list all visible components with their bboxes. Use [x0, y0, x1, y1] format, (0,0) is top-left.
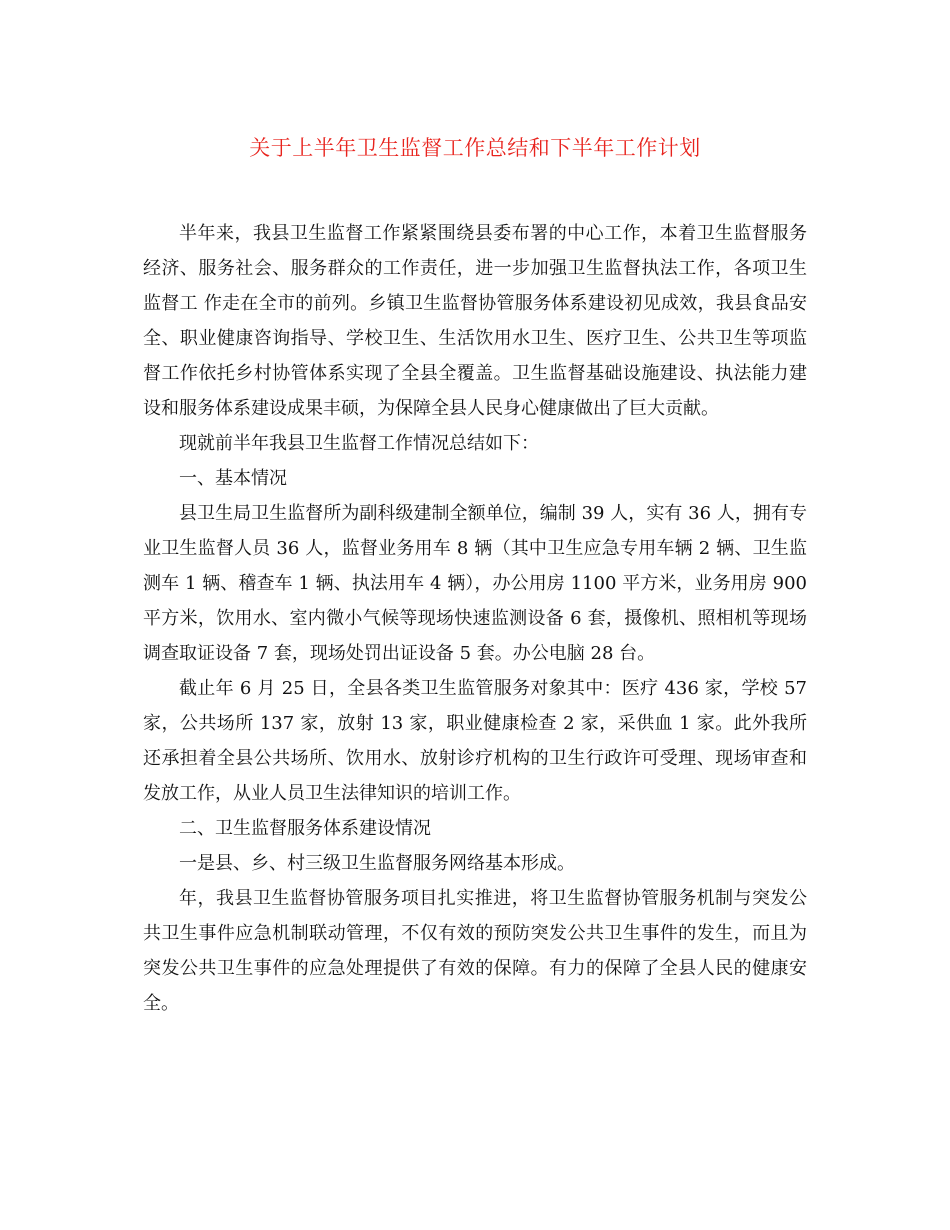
section-heading-basic-situation: 一、基本情况 [179, 468, 287, 489]
paragraph-supervised-entities: 截止年 6 月 25 日，全县各类卫生监管服务对象其中：医疗 436 家，学校 57 家，公共场所 137 家，放射 13 家，职业健康检查 2 家，采供血 1 家。此外我所还承担着全县公共场所、饮用水、放射诊疗机构的卫生行政许可受理、现场审查和发放工作，从业人员卫生法律知识的培训工作。 [143, 678, 807, 804]
paragraph-network-formed: 一是县、乡、村三级卫生监督服务网络基本形成。 [179, 853, 575, 874]
paragraph-coordination-service: 年，我县卫生监督协管服务项目扎实推进，将卫生监督协管服务机制与突发公共卫生事件应急机制联动管理，不仅有效的预防突发公共卫生事件的发生，而且为突发公共卫生事件的应急处理提供了有效的保障。有力的保障了全县人民的健康安全。 [143, 888, 807, 1014]
document-body [143, 216, 807, 1021]
document-title: 关于上半年卫生监督工作总结和下半年工作计划 [249, 136, 701, 160]
section-heading-service-system: 二、卫生监督服务体系建设情况 [179, 818, 431, 839]
paragraph-intro: 半年来，我县卫生监督工作紧紧围绕县委布署的中心工作，本着卫生监督服务经济、服务社会、服务群众的工作责任，进一步加强卫生监督执法工作，各项卫生监督工 作走在全市的前列。乡镇卫生监督协管服务体系建设初见成效，我县食品安全、职业健康咨询指导、学校卫生、生活饮用水卫生、医疗卫生、公共卫生等项监督工作依托乡村协管体系实现了全县全覆盖。卫生监督基础设施建设、执法能力建设和服务体系建设成果丰硕，为保障全县人民身心健康做出了巨大贡献。 [143, 223, 807, 419]
paragraph-staffing-equipment: 县卫生局卫生监督所为副科级建制全额单位，编制 39 人，实有 36 人，拥有专业卫生监督人员 36 人，监督业务用车 8 辆（其中卫生应急专用车辆 2 辆、卫生监测车 1 辆、稽查车 1 辆、执法用车 4 辆），办公用房 1100 平方米，业务用房 900 平方米，饮用水、室内微小气候等现场快速监测设备 6 套，摄像机、照相机等现场调查取证设备 7 套，现场处罚出证设备 5 套。办公电脑 28 台。 [143, 503, 807, 664]
paragraph-summary-lead: 现就前半年我县卫生监督工作情况总结如下： [179, 433, 539, 454]
